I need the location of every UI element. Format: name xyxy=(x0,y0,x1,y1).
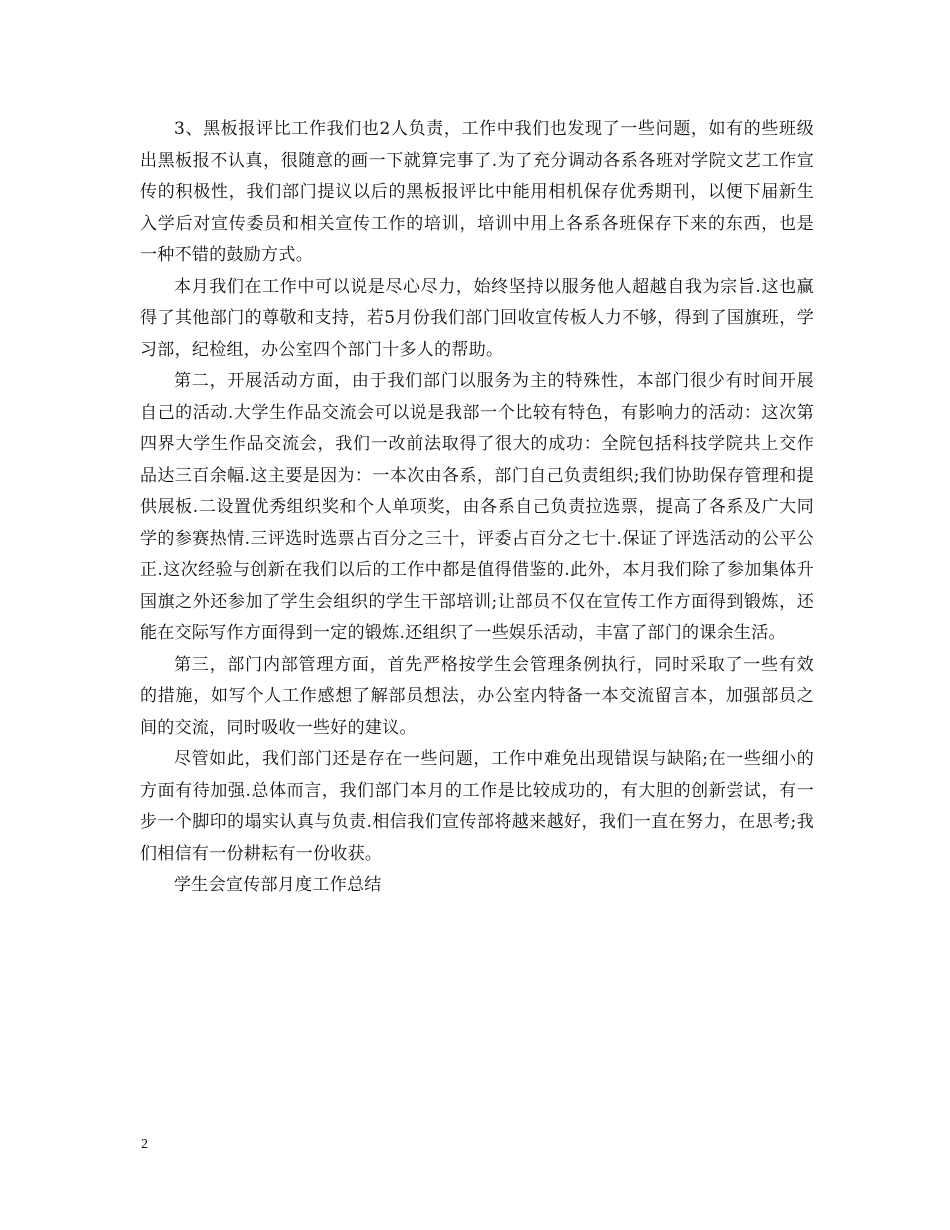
page-number: 2 xyxy=(141,1137,148,1152)
document-body xyxy=(140,114,814,902)
paragraph-title-line: 学生会宣传部月度工作总结 xyxy=(174,875,382,895)
paragraph-monthly-effort: 本月我们在工作中可以说是尽心尽力，始终坚持以服务他人超越自我为宗旨.这也赢得了其他部门的尊敬和支持，若5月份我们部门回收宣传板人力不够，得到了国旗班，学习部，纪检组，办公室四个部门十多人的帮助。 xyxy=(140,276,814,360)
paragraph-activities: 第二，开展活动方面，由于我们部门以服务为主的特殊性，本部门很少有时间开展自己的活动.大学生作品交流会可以说是我部一个比较有特色，有影响力的活动：这次第四界大学生作品交流会，我们一改前法取得了很大的成功：全院包括科技学院共上交作品达三百余幅.这主要是因为：一本次由各系，部门自己负责组织;我们协助保存管理和提供展板.二设置优秀组织奖和个人单项奖，由各系自己负责拉选票，提高了各系及广大同学的参赛热情.三评选时选票占百分之三十，评委占百分之七十.保证了评选活动的公平公正.这次经验与创新在我们以后的工作中都是值得借鉴的.此外，本月我们除了参加集体升国旗之外还参加了学生会组织的学生干部培训;让部员不仅在宣传工作方面得到锻炼，还能在交际写作方面得到一定的锻炼.还组织了一些娱乐活动，丰富了部门的课余生活。 xyxy=(140,371,814,643)
paragraph-conclusion: 尽管如此，我们部门还是存在一些问题，工作中难免出现错误与缺陷;在一些细小的方面有待加强.总体而言，我们部门本月的工作是比较成功的，有大胆的创新尝试，有一步一个脚印的塌实认真与负责.相信我们宣传部将越来越好，我们一直在努力，在思考;我们相信有一份耕耘有一份收获。 xyxy=(140,749,814,864)
paragraph-internal-management: 第三，部门内部管理方面，首先严格按学生会管理条例执行，同时采取了一些有效的措施，如写个人工作感想了解部员想法，办公室内特备一本交流留言本，加强部员之间的交流，同时吸收一些好的建议。 xyxy=(140,654,814,738)
paragraph-blackboard-review: 3、黑板报评比工作我们也2人负责，工作中我们也发现了一些问题，如有的些班级出黑板报不认真，很随意的画一下就算完事了.为了充分调动各系各班对学院文艺工作宣传的积极性，我们部门提议以后的黑板报评比中能用相机保存优秀期刊，以便下届新生入学后对宣传委员和相关宣传工作的培训，培训中用上各系各班保存下来的东西，也是一种不错的鼓励方式。 xyxy=(140,119,814,265)
